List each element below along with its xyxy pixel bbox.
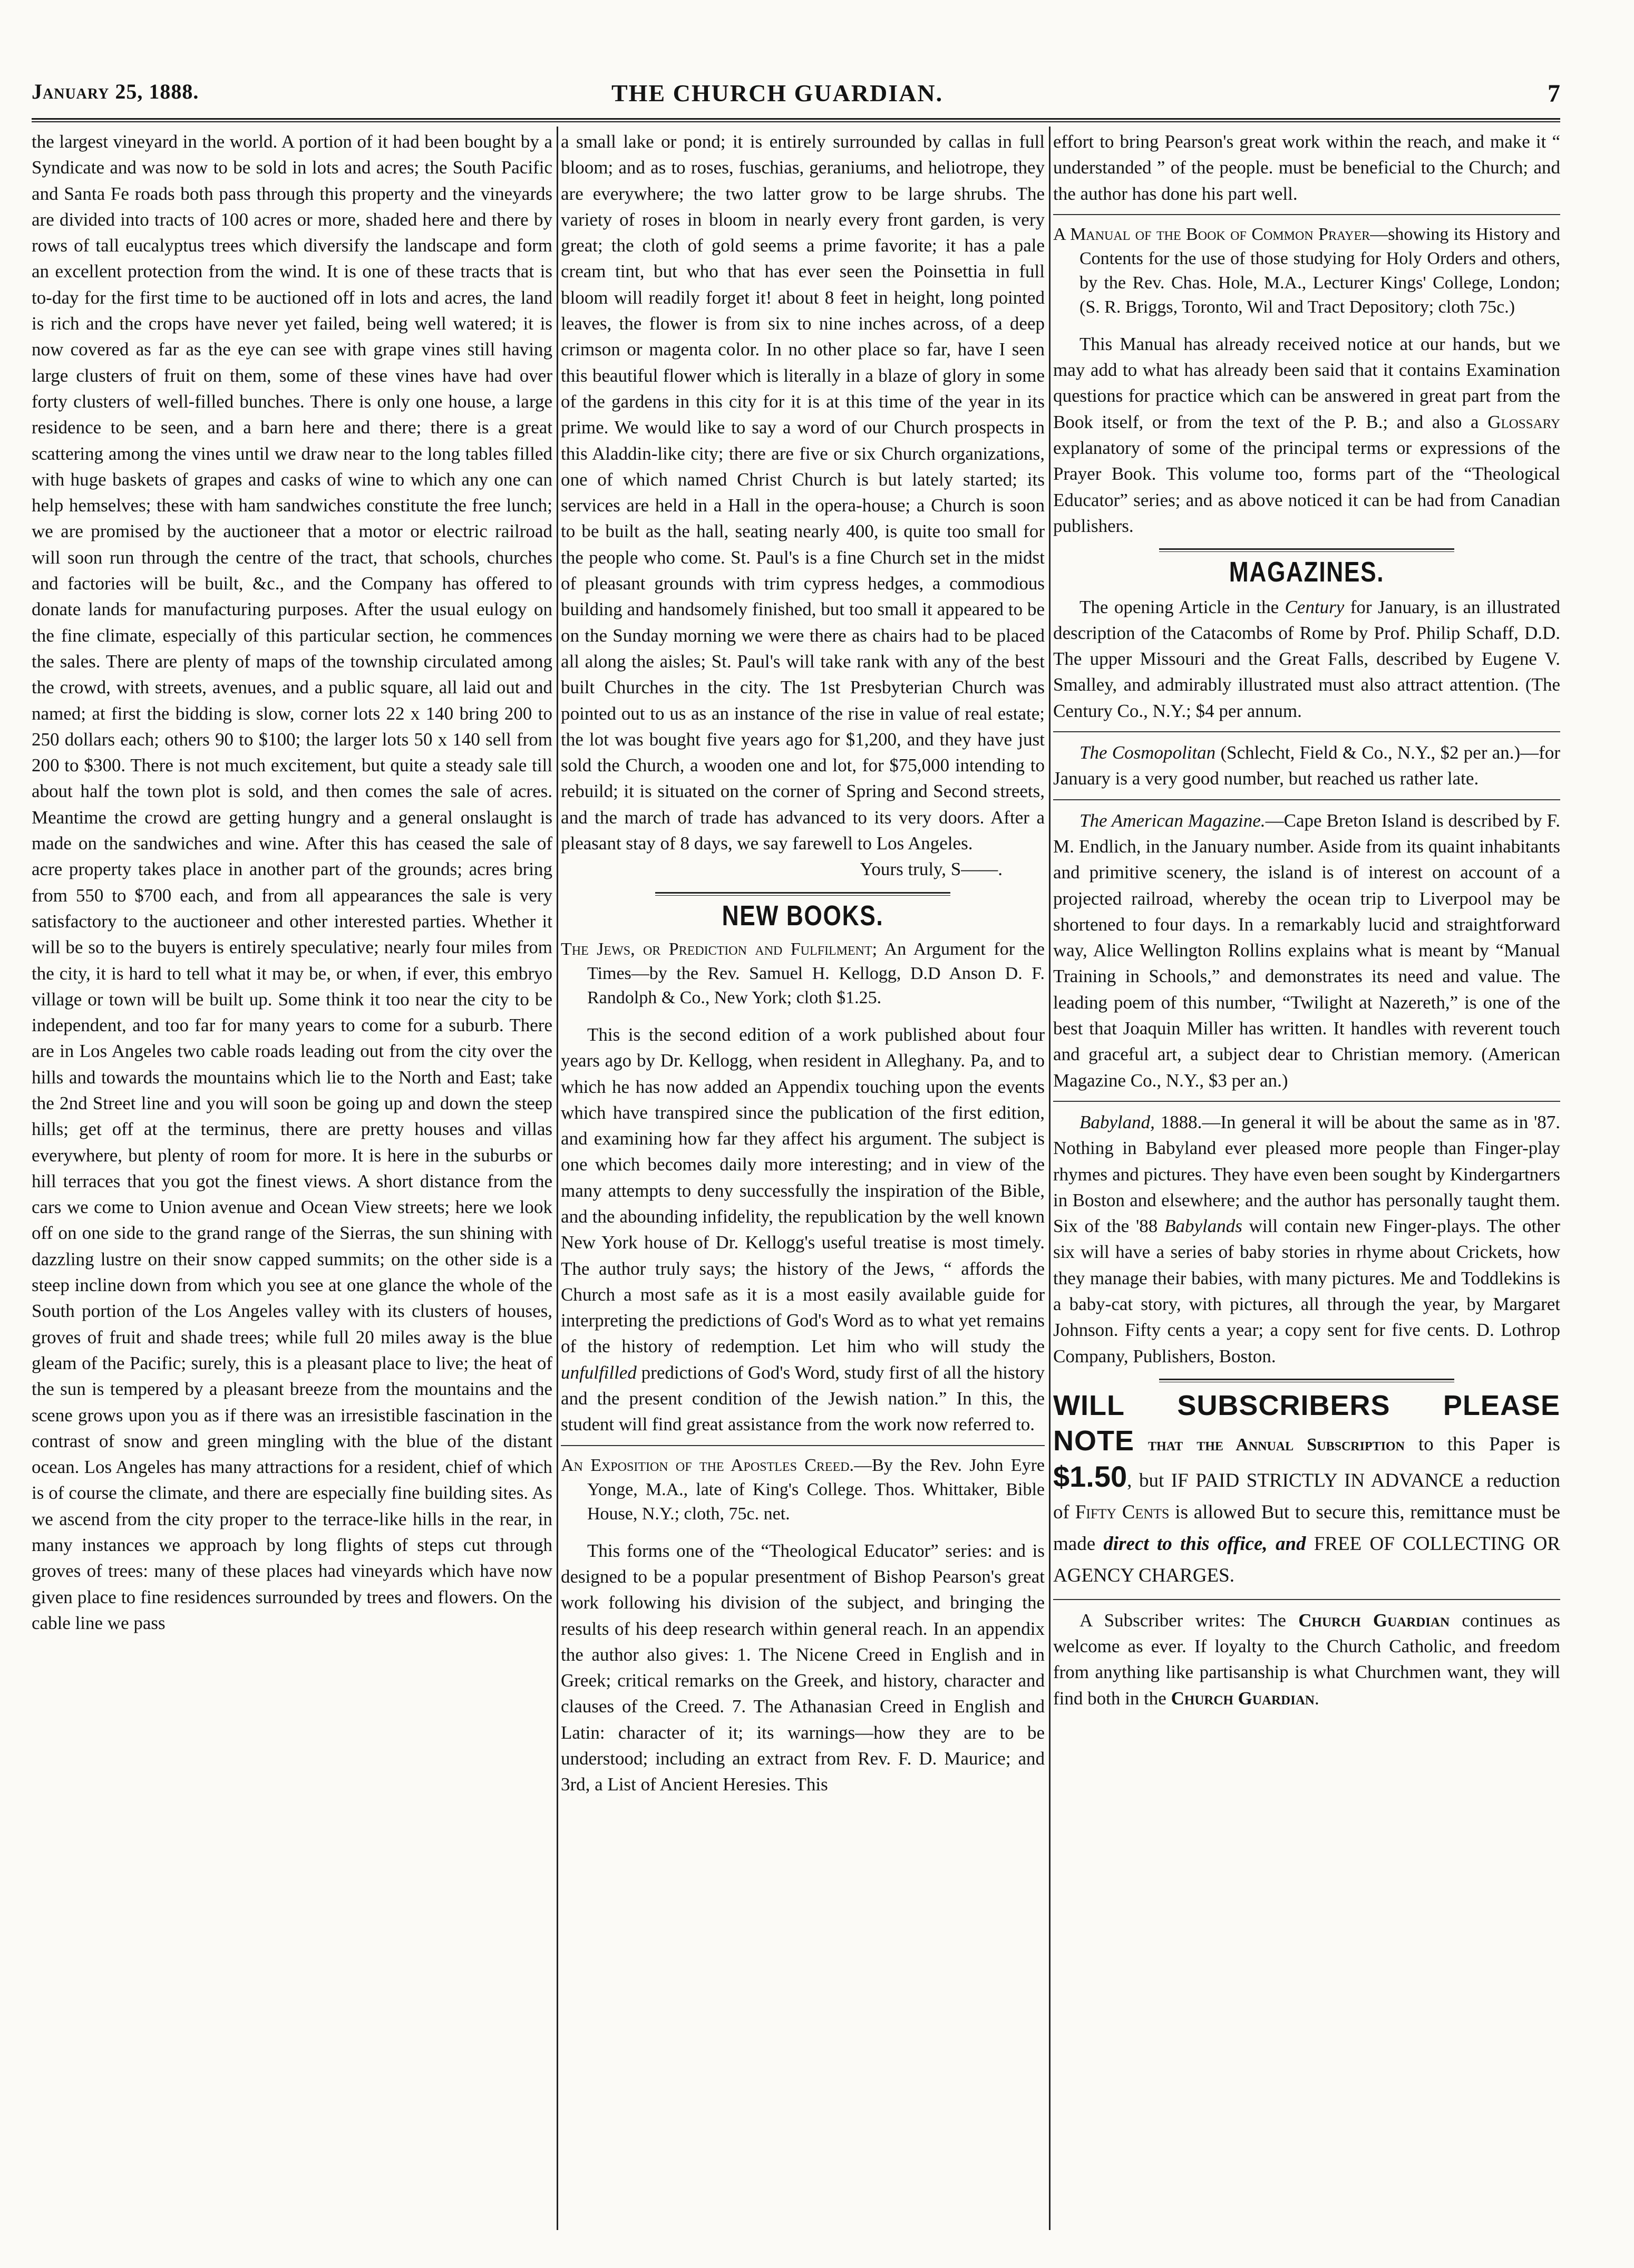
magazine-cosmopolitan xyxy=(1053,740,1560,792)
book-reference-jews xyxy=(561,937,1045,1010)
book-review-prayer xyxy=(1053,331,1560,539)
magazine-text: The opening Article in the xyxy=(1079,596,1285,617)
book-reference-prayer xyxy=(1053,222,1560,319)
magazine-text: (Schlecht, Field & Co., N.Y., $2 per an.)—for January is a very good number, but reached us rather late. xyxy=(1053,742,1560,789)
magazine-divider xyxy=(1053,1101,1560,1102)
magazine-babyland xyxy=(1053,1109,1560,1369)
los-angeles-letter-continued: a small lake or pond; it is entirely surrounded by callas in full bloom; and as to roses, fuschias, geraniums, and heliotrope, they are everywhere; the two latter grow to be large shrubs. The variety of roses in bloom in nearly every front garden, is very great; the cloth of gold seems a prime favorite; it has a pale cream tint, but who that has ever seen the Poinsettia in full bloom will readily forget it! about 8 feet in height, long pointed leaves, the flower is from six to nine inches across, of a deep crimson or magenta color. In no other place so far, have I seen this beautiful flower which is literally in a blaze of glory in some of the gardens in this city for it is at this time of the year in its prime. We would like to say a word of our Church prospects in this Aladdin-like city; there are five or six Church organizations, one of which named Christ Church is but lately started; its services are held in a Hall in the opera-house; a Church is soon to be built as the hall, seating nearly 400, is quite too small for the people who come. St. Paul's is a fine Church set in the midst of pleasant grounds with trim cypress hedges, a commodious building and handsomely finished, but too small it appeared to be on the Sunday morning we were there as chairs had to be placed all along the aisles; St. Paul's will take rank with any of the best built Churches in the city. The 1st Presbyterian Church was pointed out to us as an instance of the rise in value of real estate; the lot was bought five years ago for $1,200, and they have just sold the Church, a wooden one and lot, for $75,000 intending to rebuild; it is situated on the corner of Spring and Second streets, and the march of trade has advanced to its very doors. After a pleasant stay of 8 days, we say farewell to Los Angeles. xyxy=(561,131,1045,854)
new-books-heading: NEW BOOKS. xyxy=(722,899,884,932)
section-rule xyxy=(1159,548,1454,552)
book-details-prayer: —showing its History and Contents for the use of those studying for Holy Orders and others, by the Rev. Chas. Hole, M.A., Lecturer Kings' College, London; (S. R. Briggs, Toronto, Wil and Tract Depository; cloth 75c.) xyxy=(1079,224,1561,317)
notice-text: is allowed But to secure this, remittance must be made xyxy=(1053,1501,1560,1555)
review-text: This is the second edition of a work published about four years ago by Dr. Kellogg, when resident in Alleghany. Pa, and to which he has now added an Appendix touching upon the events which have transpired since the publication of the first edition, and examining how far they affect his argument. The subject is one which becomes daily more interesting; and in view of the many attempts to deny successfully the inspiration of the Bible, and the abounding infidelity, the republication by the well known New York house of Dr. Kellogg's useful treatise is most timely. The author truly says; the history of the Jews, “ affords the Church a most safe as it is a most easily available guide for interpreting the predictions of God's Word as to what yet remains of the history of redemption. Let him who will study the xyxy=(561,1024,1045,1357)
notice-text: FREE OF COLLECTING OR AGENCY CHARGES. xyxy=(1053,1533,1561,1586)
paper-name: Church Guardian xyxy=(1171,1688,1315,1709)
magazine-american xyxy=(1053,808,1560,1093)
review-emphasis: Glossary xyxy=(1487,411,1560,432)
book-details-creed: —By the Rev. John Eyre Yonge, M.A., late of King's College. Thos. Whittaker, Bible House, N.Y.; cloth, 75c. net. xyxy=(587,1455,1045,1524)
testimonial-text: . xyxy=(1314,1688,1319,1709)
review-emphasis: unfulfilled xyxy=(561,1362,637,1383)
los-angeles-letter-text: the largest vineyard in the world. A portion of it had been bought by a Syndicate and was now to be sold in lots and acres; the South Pacific and Santa Fe roads both pass through this property and the vineyards are divided into tracts of 100 acres or more, shaded here and there by rows of tall eucalyptus trees which diversify the landscape and form an excellent protection from the wind. It is one of these tracts that is to-day for the first time to be auctioned off in lots and acres, the land is rich and the crops have never yet failed, being well watered; it is now covered as far as the eye can see with grape vines still having large clusters of fruit on them, some of these vines have had over forty clusters of well-filled bunches. There is only one house, a large residence to be seen, and a barn here and there; there is a great scattering among the vines until we draw near to the long tables filled with huge baskets of grapes and casks of wine to which any one can help hemselves; these with ham sandwiches constitute the free lunch; we are promised by the auctioneer that a motor or electric railroad will soon run through the centre of the tract, that schools, churches and factories will be built, &c., and the Company has offered to donate lands for manufacturing purposes. After the usual eulogy on the fine climate, especially of this particular section, he commences the sales. There are plenty of maps of the township circulated among the crowd, with streets, avenues, and a public square, all laid out and named; at first the bidding is slow, corner lots 22 x 140 bring 200 to 250 dollars each; others 90 to $100; the larger lots 50 x 140 sell from 200 to $300. There is not much excitement, but quite a steady sale till about half the town plot is sold, and then comes the sale of acres. Meantime the crowd are getting hungry and a general onslaught is made on the sandwiches and wine. After this has ceased the sale of acre property takes place in another part of the grounds; acres bring from 550 to $700 each, and from all appearances the sale is very satisfactory to the auctioneer and other interested parties. Whether it will be so to the buyers is entirely speculative; nearly four miles from the city, it is hard to tell what it may be, or when, if ever, this embryo village or town will be built up. Some think it too near the city to be independent, and too far for many years to come for a suburb. There are in Los Angeles two cable roads leading out from the city over the hills and towards the mountains which lie to the North and East; take the 2nd Street line and you will soon be going up and down the steep hills; get off at the terminus, there are pretty houses and villas everywhere, but plenty of room for more. It is here in the suburbs or hill terraces that you got the finest views. A short distance from the cars we come to Union avenue and Ocean View streets; here we look off on one side to the grand range of the Sierras, the sun shining with dazzling lustre on their snow capped summits; on the other side is a steep incline down from which you see at one glance the whole of the South portion of the Los Angeles valley with its clusters of houses, groves of fruit and shade trees; while full 20 miles away is the blue gleam of the Pacific; surely, this is a pleasant place to live; the heat of the sun is tempered by a pleasant breeze from the mountains and the scene grows upon you as if there was an irresistible fascination in the contrast of snow and green mingling with the blue of the distant ocean. Los Angeles has many attractions for a resident, chief of which is of course the climate, and there are especially fine building sites. As we ascend from the city proper to the terrace-like hills in the rear, in many instances we approach by long flights of steps cut through groves of trees: many of these places had vineyards which have now given place to fine residences surrounded by trees and flowers. On the cable line we pass xyxy=(32,131,552,1633)
magazine-name: Century xyxy=(1285,596,1345,617)
review-text: predictions of God's Word, study first of all the history and the present condition of the Jewish nation.” In this, the student will find great assistance from the work now referred to. xyxy=(561,1362,1045,1435)
magazine-name: Babyland, xyxy=(1079,1111,1155,1132)
section-rule xyxy=(1159,1379,1454,1382)
column-divider-1 xyxy=(557,127,558,2230)
column-3 xyxy=(1053,129,1560,1711)
column-1 xyxy=(32,129,552,1636)
notice-divider xyxy=(1053,1599,1560,1600)
paper-name: Church Guardian xyxy=(1298,1610,1450,1631)
subscriber-notice xyxy=(1053,1390,1560,1592)
notice-text: Fifty Cents xyxy=(1075,1501,1170,1523)
notice-text: that xyxy=(1148,1435,1183,1455)
magazines-heading: MAGAZINES. xyxy=(1229,556,1385,588)
notice-text: the Annual Subscription xyxy=(1197,1435,1405,1455)
subscription-price: $1.50 xyxy=(1053,1459,1127,1493)
testimonial-text: A Subscriber writes: The xyxy=(1079,1610,1299,1631)
column-2 xyxy=(561,129,1045,1798)
book-title-prayer: A Manual of the Book of Common Prayer xyxy=(1053,224,1370,244)
book-review-creed-continued: effort to bring Pearson's great work within the reach, and make it “ understanded ” of the people. must be beneficial to the Church; and the author has done his part well. xyxy=(1053,131,1560,204)
subscriber-testimonial xyxy=(1053,1607,1560,1711)
book-reference-creed xyxy=(561,1453,1045,1526)
book-review-creed: This forms one of the “Theological Educator” series: and is designed to be a popular presentment of Bishop Pearson's great work following his division of the subject, and bringing the results of his deep research within general reach. In an appendix the author also gives: 1. The Nicene Creed in English and in Greek; critical remarks on the Greek, and history, character and clauses of the Creed. 7. The Athanasian Creed in English and Latin: character of it; its warnings—how they are to be understood; including an extract from Rev. F. D. Maurice; and 3rd, a List of Ancient Heresies. This xyxy=(561,1540,1045,1795)
magazine-text: will contain new Finger-plays. The other six will have a series of baby stories in rhyme about Crickets, how they manage their babies, with many pictures. Me and Toddlekins is a baby-cat story, with pictures, all through the year, by Margaret Johnson. Fifty cents a year; a copy sent for five cents. D. Lothrop Company, Publishers, Boston. xyxy=(1053,1216,1560,1366)
review-divider xyxy=(1053,214,1560,215)
magazine-divider xyxy=(1053,731,1560,732)
header-page-number: 7 xyxy=(1548,80,1560,108)
magazine-text: for January, is an illustrated description of the Catacombs of Rome by Prof. Philip Schaff, D.D. The upper Missouri and the Great Falls, described by Eugene V. Smalley, and admirably illustrated must also attract attention. (The Century Co., N.Y.; $4 per annum. xyxy=(1053,596,1560,721)
magazine-name: The Cosmopolitan xyxy=(1079,742,1216,763)
magazine-name: Babylands xyxy=(1164,1216,1242,1237)
magazine-divider xyxy=(1053,799,1560,800)
review-text: explanatory of some of the principal terms or expressions of the Prayer Book. This volume too, forms part of the “Theological Educator” series; and as above noticed it can be had from Canadian publishers. xyxy=(1053,438,1560,536)
review-divider xyxy=(561,1445,1045,1446)
page-header xyxy=(32,79,1560,121)
notice-text: to this Paper is xyxy=(1404,1433,1561,1455)
review-text: This Manual has already received notice at our hands, but we may add to what has already been said that it contains Examination questions for practice which can be answered in great part from the Book itself, or from the text of the P. B.; and also a xyxy=(1053,333,1560,432)
testimonial-text: continues as welcome as ever. If loyalty to the Church Catholic, and freedom from anything like partisanship is what Churchmen want, they will find both in the xyxy=(1053,1610,1561,1709)
header-date: January 25, 1888. xyxy=(32,80,199,103)
header-rule xyxy=(32,118,1560,122)
column-divider-2 xyxy=(1049,127,1051,2230)
book-title-creed: An Exposition of the Apostles Creed. xyxy=(561,1455,854,1475)
magazine-century xyxy=(1053,594,1560,724)
header-title: THE CHURCH GUARDIAN. xyxy=(611,80,944,106)
notice-text: , but IF PAID STRICTLY IN ADVANCE a reduction of xyxy=(1053,1469,1560,1523)
notice-text: direct to this office, and xyxy=(1103,1533,1306,1555)
magazine-text: —Cape Breton Island is described by F. M. Endlich, in the January number. Aside from its quaint inhabitants and primitive scenery, the island is of interest on account of a projected railroad, whereby the ocean trip to Liverpool may be shortened to four days. In a remarkably lucid and straightforward way, Alice Wellington Rollins explains what is meant by “Manual Training in Schools,” and demonstrates its need and value. The leading poem of this number, “Twilight at Nazereth,” is one of the best that Joaquin Miller has written. It handles with reverent touch and graceful art, a subject dear to Christian memory. (American Magazine Co., N.Y., $3 per an.) xyxy=(1053,810,1560,1091)
magazine-text: 1888.—In general it will be about the same as in '87. Nothing in Babyland ever pleased more people than Finger-play rhymes and pictures. They have even been sought by Kindergartners in Boston and elsewhere; and the author has personally taught them. Six of the '88 xyxy=(1053,1111,1560,1237)
book-title-jews: The Jews, or Prediction and Fulfilment; xyxy=(561,939,878,959)
book-details-jews: An Argument for the Times—by the Rev. Samuel H. Kellogg, D.D Anson D. F. Randolph & Co., New York; cloth $1.25. xyxy=(587,939,1045,1007)
letter-signoff: Yours truly, S——. xyxy=(860,859,1003,880)
section-rule xyxy=(655,892,950,896)
book-review-jews xyxy=(561,1022,1045,1438)
notice-heading: WILL SUBSCRIBERS PLEASE NOTE xyxy=(1053,1389,1560,1457)
magazine-name: The American Magazine. xyxy=(1079,810,1266,831)
